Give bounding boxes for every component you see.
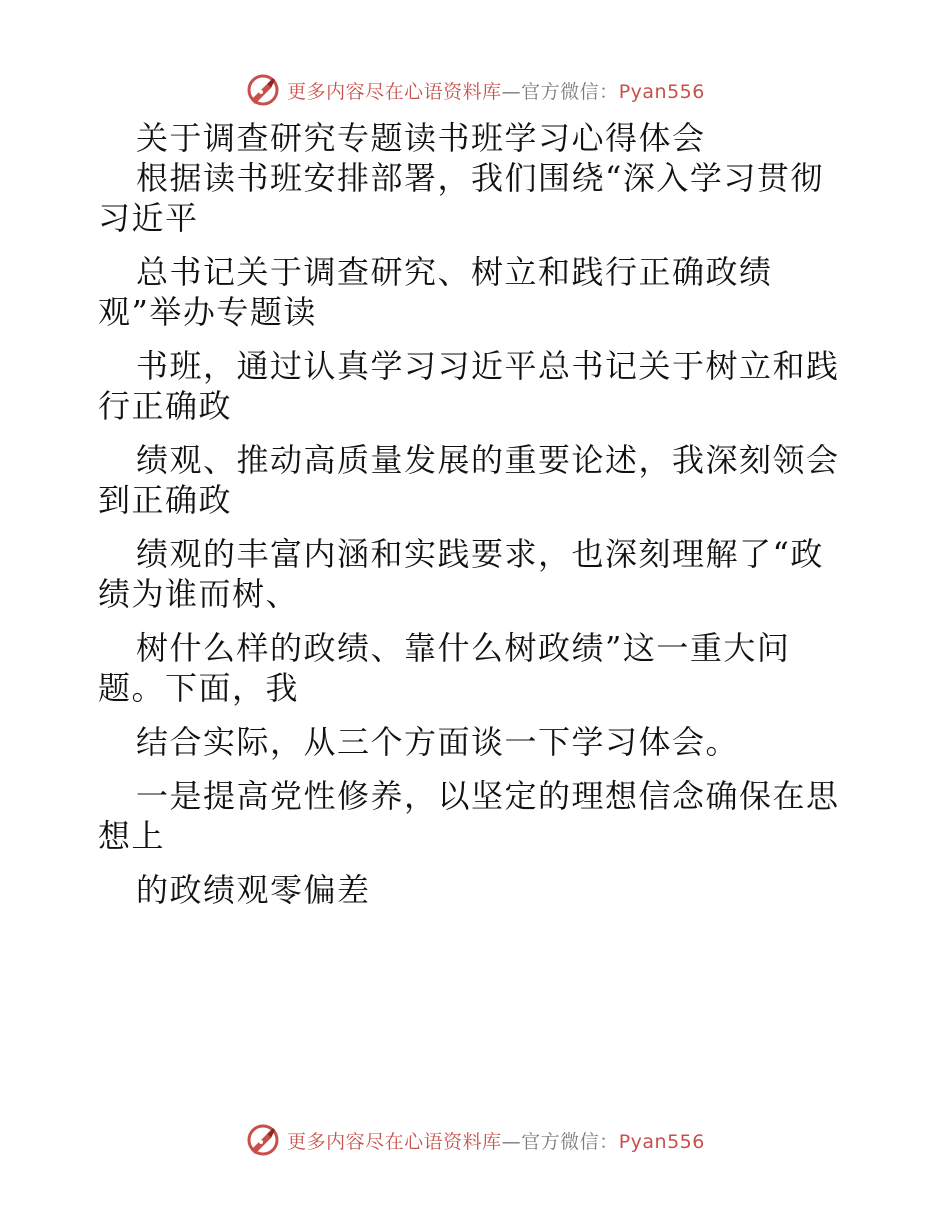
paragraph-line: 行正确政 [98,387,233,425]
footer-site-text: 更多内容尽在心语资料库 [287,1130,502,1153]
paragraph-line: 结合实际，从三个方面谈一下学习体会。 [136,723,740,761]
header-banner [0,70,950,110]
document-body [98,118,858,910]
paragraph-line: 总书记关于调查研究、树立和践行正确政绩 [136,253,773,291]
paragraph-line: 习近平 [98,199,199,237]
header-site-text: 更多内容尽在心语资料库 [287,80,502,103]
section-heading-line: 的政绩观零偏差 [136,871,371,909]
section-heading-line: 一是提高党性修养，以坚定的理想信念确保在思 [136,777,840,815]
paragraph-line: 绩观的丰富内涵和实践要求，也深刻理解了“政 [136,535,824,573]
paragraph-line: 绩为谁而树、 [98,575,300,613]
footer-separator: —官方微信： [501,1130,619,1153]
paragraph-line: 绩观、推动高质量发展的重要论述，我深刻领会 [136,441,840,479]
paragraph-line: 书班，通过认真学习习近平总书记关于树立和践 [136,347,840,385]
section-heading-line: 想上 [98,817,166,855]
pen-nib-logo-icon [245,1122,281,1158]
paragraph-line: 根据读书班安排部署，我们围绕“深入学习贯彻 [136,159,824,197]
paragraph-line: 题。下面，我 [98,669,300,707]
header-banner-text [287,77,705,104]
pen-nib-logo-icon [245,72,281,108]
footer-wechat-handle: Pyan556 [618,1130,705,1153]
paragraph-line: 观”举办专题读 [98,293,317,331]
header-wechat-handle: Pyan556 [618,80,705,103]
footer-banner [0,1120,950,1160]
header-separator: —官方微信： [501,80,619,103]
paragraph-line: 树什么样的政绩、靠什么树政绩”这一重大问 [136,629,791,667]
document-title: 关于调查研究专题读书班学习心得体会 [136,119,706,157]
paragraph-line: 到正确政 [98,481,233,519]
footer-banner-text [287,1127,705,1154]
